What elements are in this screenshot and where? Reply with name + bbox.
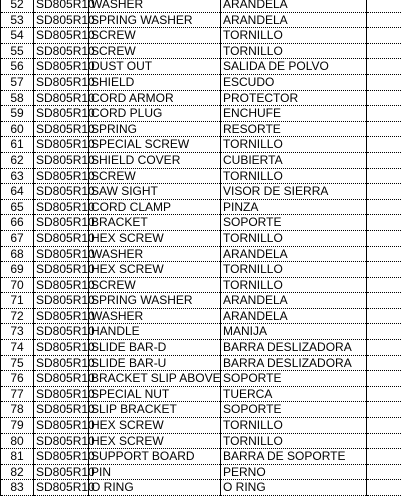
english-name-cell: SPECIAL SCREW: [89, 137, 221, 153]
table-row: [1, 308, 401, 324]
model-code-cell: SD805R10: [34, 418, 89, 434]
english-name-cell: WASHER: [89, 308, 221, 324]
model-code-cell: SD805R10: [34, 215, 89, 231]
model-code-cell: SD805R10: [34, 121, 89, 137]
empty-cell: [367, 371, 401, 387]
english-name-cell: BRACKET: [89, 215, 221, 231]
part-number-cell: 54: [1, 28, 34, 44]
part-number-cell: 80: [1, 433, 34, 449]
model-code-cell: SD805R10: [34, 293, 89, 309]
model-code-cell: SD805R10: [34, 308, 89, 324]
english-name-cell: PIN: [89, 464, 221, 480]
table-row: [1, 449, 401, 465]
english-name-cell: SCREW: [89, 168, 221, 184]
table-row: [1, 324, 401, 340]
english-name-cell: CORD PLUG: [89, 106, 221, 122]
spanish-name-cell: RESORTE: [221, 121, 367, 137]
spanish-name-cell: ARANDELA: [221, 308, 367, 324]
spanish-name-cell: BARRA DESLIZADORA: [221, 340, 367, 356]
part-number-cell: 75: [1, 355, 34, 371]
spanish-name-cell: BARRA DE SOPORTE: [221, 449, 367, 465]
table-row: [1, 262, 401, 278]
model-code-cell: SD805R10: [34, 59, 89, 75]
model-code-cell: SD805R10: [34, 137, 89, 153]
part-number-cell: 81: [1, 449, 34, 465]
table-row: [1, 152, 401, 168]
table-row: [1, 59, 401, 75]
table-row: [1, 28, 401, 44]
part-number-cell: 83: [1, 480, 34, 496]
english-name-cell: SPRING: [89, 121, 221, 137]
table-row: [1, 43, 401, 59]
table-row: [1, 230, 401, 246]
english-name-cell: SAW SIGHT: [89, 184, 221, 200]
empty-cell: [367, 59, 401, 75]
empty-cell: [367, 402, 401, 418]
empty-cell: [367, 152, 401, 168]
empty-cell: [367, 12, 401, 28]
table-row: [1, 106, 401, 122]
part-number-cell: 82: [1, 464, 34, 480]
spanish-name-cell: VISOR DE SIERRA: [221, 184, 367, 200]
spanish-name-cell: ARANDELA: [221, 12, 367, 28]
table-row: [1, 90, 401, 106]
english-name-cell: HEX SCREW: [89, 433, 221, 449]
english-name-cell: BRACKET SLIP ABOVE: [89, 371, 221, 387]
spanish-name-cell: ARANDELA: [221, 246, 367, 262]
spanish-name-cell: TORNILLO: [221, 28, 367, 44]
table-row: [1, 433, 401, 449]
empty-cell: [367, 308, 401, 324]
english-name-cell: SLIDE BAR-D: [89, 340, 221, 356]
empty-cell: [367, 28, 401, 44]
model-code-cell: SD805R10: [34, 480, 89, 496]
table-row: [1, 371, 401, 387]
english-name-cell: O RING: [89, 480, 221, 496]
spanish-name-cell: ARANDELA: [221, 0, 367, 12]
model-code-cell: SD805R10: [34, 74, 89, 90]
spanish-name-cell: TORNILLO: [221, 418, 367, 434]
table-row: [1, 402, 401, 418]
part-number-cell: 63: [1, 168, 34, 184]
spanish-name-cell: TORNILLO: [221, 433, 367, 449]
empty-cell: [367, 386, 401, 402]
part-number-cell: 73: [1, 324, 34, 340]
empty-cell: [367, 418, 401, 434]
model-code-cell: SD805R10: [34, 262, 89, 278]
empty-cell: [367, 106, 401, 122]
empty-cell: [367, 168, 401, 184]
part-number-cell: 65: [1, 199, 34, 215]
model-code-cell: SD805R10: [34, 152, 89, 168]
spanish-name-cell: SOPORTE: [221, 215, 367, 231]
table-row: [1, 0, 401, 12]
part-number-cell: 66: [1, 215, 34, 231]
english-name-cell: CORD CLAMP: [89, 199, 221, 215]
english-name-cell: CORD ARMOR: [89, 90, 221, 106]
model-code-cell: SD805R10: [34, 168, 89, 184]
part-number-cell: 55: [1, 43, 34, 59]
part-number-cell: 68: [1, 246, 34, 262]
model-code-cell: SD805R10: [34, 184, 89, 200]
model-code-cell: SD805R10: [34, 449, 89, 465]
spanish-name-cell: SOPORTE: [221, 402, 367, 418]
model-code-cell: SD805R10: [34, 371, 89, 387]
empty-cell: [367, 90, 401, 106]
part-number-cell: 79: [1, 418, 34, 434]
empty-cell: [367, 0, 401, 12]
model-code-cell: SD805R10: [34, 0, 89, 12]
part-number-cell: 56: [1, 59, 34, 75]
model-code-cell: SD805R10: [34, 402, 89, 418]
english-name-cell: HEX SCREW: [89, 262, 221, 278]
part-number-cell: 67: [1, 230, 34, 246]
empty-cell: [367, 246, 401, 262]
spanish-name-cell: PROTECTOR: [221, 90, 367, 106]
part-number-cell: 57: [1, 74, 34, 90]
table-row: [1, 293, 401, 309]
model-code-cell: SD805R10: [34, 464, 89, 480]
empty-cell: [367, 449, 401, 465]
empty-cell: [367, 324, 401, 340]
model-code-cell: SD805R10: [34, 324, 89, 340]
table-row: [1, 386, 401, 402]
table-row: [1, 464, 401, 480]
english-name-cell: HEX SCREW: [89, 230, 221, 246]
table-row: [1, 121, 401, 137]
spanish-name-cell: TORNILLO: [221, 230, 367, 246]
part-number-cell: 77: [1, 386, 34, 402]
spanish-name-cell: TORNILLO: [221, 277, 367, 293]
model-code-cell: SD805R10: [34, 28, 89, 44]
empty-cell: [367, 262, 401, 278]
table-row: [1, 74, 401, 90]
spanish-name-cell: ESCUDO: [221, 74, 367, 90]
table-row: [1, 277, 401, 293]
table-row: [1, 480, 401, 496]
english-name-cell: SCREW: [89, 277, 221, 293]
part-number-cell: 52: [1, 0, 34, 12]
english-name-cell: SPECIAL NUT: [89, 386, 221, 402]
part-number-cell: 70: [1, 277, 34, 293]
model-code-cell: SD805R10: [34, 277, 89, 293]
empty-cell: [367, 433, 401, 449]
spanish-name-cell: MANIJA: [221, 324, 367, 340]
part-number-cell: 71: [1, 293, 34, 309]
english-name-cell: WASHER: [89, 0, 221, 12]
table-row: [1, 199, 401, 215]
spanish-name-cell: PERNO: [221, 464, 367, 480]
english-name-cell: SHIELD: [89, 74, 221, 90]
english-name-cell: SPRING WASHER: [89, 293, 221, 309]
part-number-cell: 59: [1, 106, 34, 122]
table-row: [1, 246, 401, 262]
empty-cell: [367, 464, 401, 480]
spanish-name-cell: O RING: [221, 480, 367, 496]
english-name-cell: SHIELD COVER: [89, 152, 221, 168]
model-code-cell: SD805R10: [34, 90, 89, 106]
part-number-cell: 58: [1, 90, 34, 106]
model-code-cell: SD805R10: [34, 199, 89, 215]
part-number-cell: 61: [1, 137, 34, 153]
spanish-name-cell: PINZA: [221, 199, 367, 215]
spanish-name-cell: BARRA DESLIZADORA: [221, 355, 367, 371]
empty-cell: [367, 277, 401, 293]
model-code-cell: SD805R10: [34, 433, 89, 449]
model-code-cell: SD805R10: [34, 43, 89, 59]
empty-cell: [367, 230, 401, 246]
empty-cell: [367, 121, 401, 137]
part-number-cell: 62: [1, 152, 34, 168]
english-name-cell: DUST OUT: [89, 59, 221, 75]
table-row: [1, 137, 401, 153]
english-name-cell: HANDLE: [89, 324, 221, 340]
english-name-cell: SLIDE BAR-U: [89, 355, 221, 371]
english-name-cell: SCREW: [89, 43, 221, 59]
spanish-name-cell: TORNILLO: [221, 262, 367, 278]
empty-cell: [367, 355, 401, 371]
spanish-name-cell: TORNILLO: [221, 137, 367, 153]
english-name-cell: HEX SCREW: [89, 418, 221, 434]
model-code-cell: SD805R10: [34, 355, 89, 371]
english-name-cell: SUPPORT BOARD: [89, 449, 221, 465]
model-code-cell: SD805R10: [34, 246, 89, 262]
model-code-cell: SD805R10: [34, 12, 89, 28]
part-number-cell: 69: [1, 262, 34, 278]
model-code-cell: SD805R10: [34, 386, 89, 402]
model-code-cell: SD805R10: [34, 106, 89, 122]
part-number-cell: 72: [1, 308, 34, 324]
part-number-cell: 60: [1, 121, 34, 137]
spanish-name-cell: TORNILLO: [221, 168, 367, 184]
parts-table-body: [1, 0, 401, 496]
spanish-name-cell: SOPORTE: [221, 371, 367, 387]
empty-cell: [367, 215, 401, 231]
part-number-cell: 74: [1, 340, 34, 356]
empty-cell: [367, 480, 401, 496]
empty-cell: [367, 43, 401, 59]
table-row: [1, 340, 401, 356]
table-row: [1, 184, 401, 200]
english-name-cell: SPRING WASHER: [89, 12, 221, 28]
part-number-cell: 78: [1, 402, 34, 418]
table-row: [1, 12, 401, 28]
spanish-name-cell: TUERCA: [221, 386, 367, 402]
english-name-cell: WASHER: [89, 246, 221, 262]
part-number-cell: 53: [1, 12, 34, 28]
table-row: [1, 168, 401, 184]
part-number-cell: 64: [1, 184, 34, 200]
empty-cell: [367, 293, 401, 309]
part-number-cell: 76: [1, 371, 34, 387]
spanish-name-cell: TORNILLO: [221, 43, 367, 59]
model-code-cell: SD805R10: [34, 340, 89, 356]
model-code-cell: SD805R10: [34, 230, 89, 246]
empty-cell: [367, 184, 401, 200]
english-name-cell: SCREW: [89, 28, 221, 44]
spanish-name-cell: ENCHUFE: [221, 106, 367, 122]
spanish-name-cell: ARANDELA: [221, 293, 367, 309]
english-name-cell: SLIP BRACKET: [89, 402, 221, 418]
empty-cell: [367, 199, 401, 215]
table-row: [1, 355, 401, 371]
spanish-name-cell: CUBIERTA: [221, 152, 367, 168]
empty-cell: [367, 74, 401, 90]
spanish-name-cell: SALIDA DE POLVO: [221, 59, 367, 75]
table-row: [1, 215, 401, 231]
empty-cell: [367, 137, 401, 153]
table-row: [1, 418, 401, 434]
empty-cell: [367, 340, 401, 356]
